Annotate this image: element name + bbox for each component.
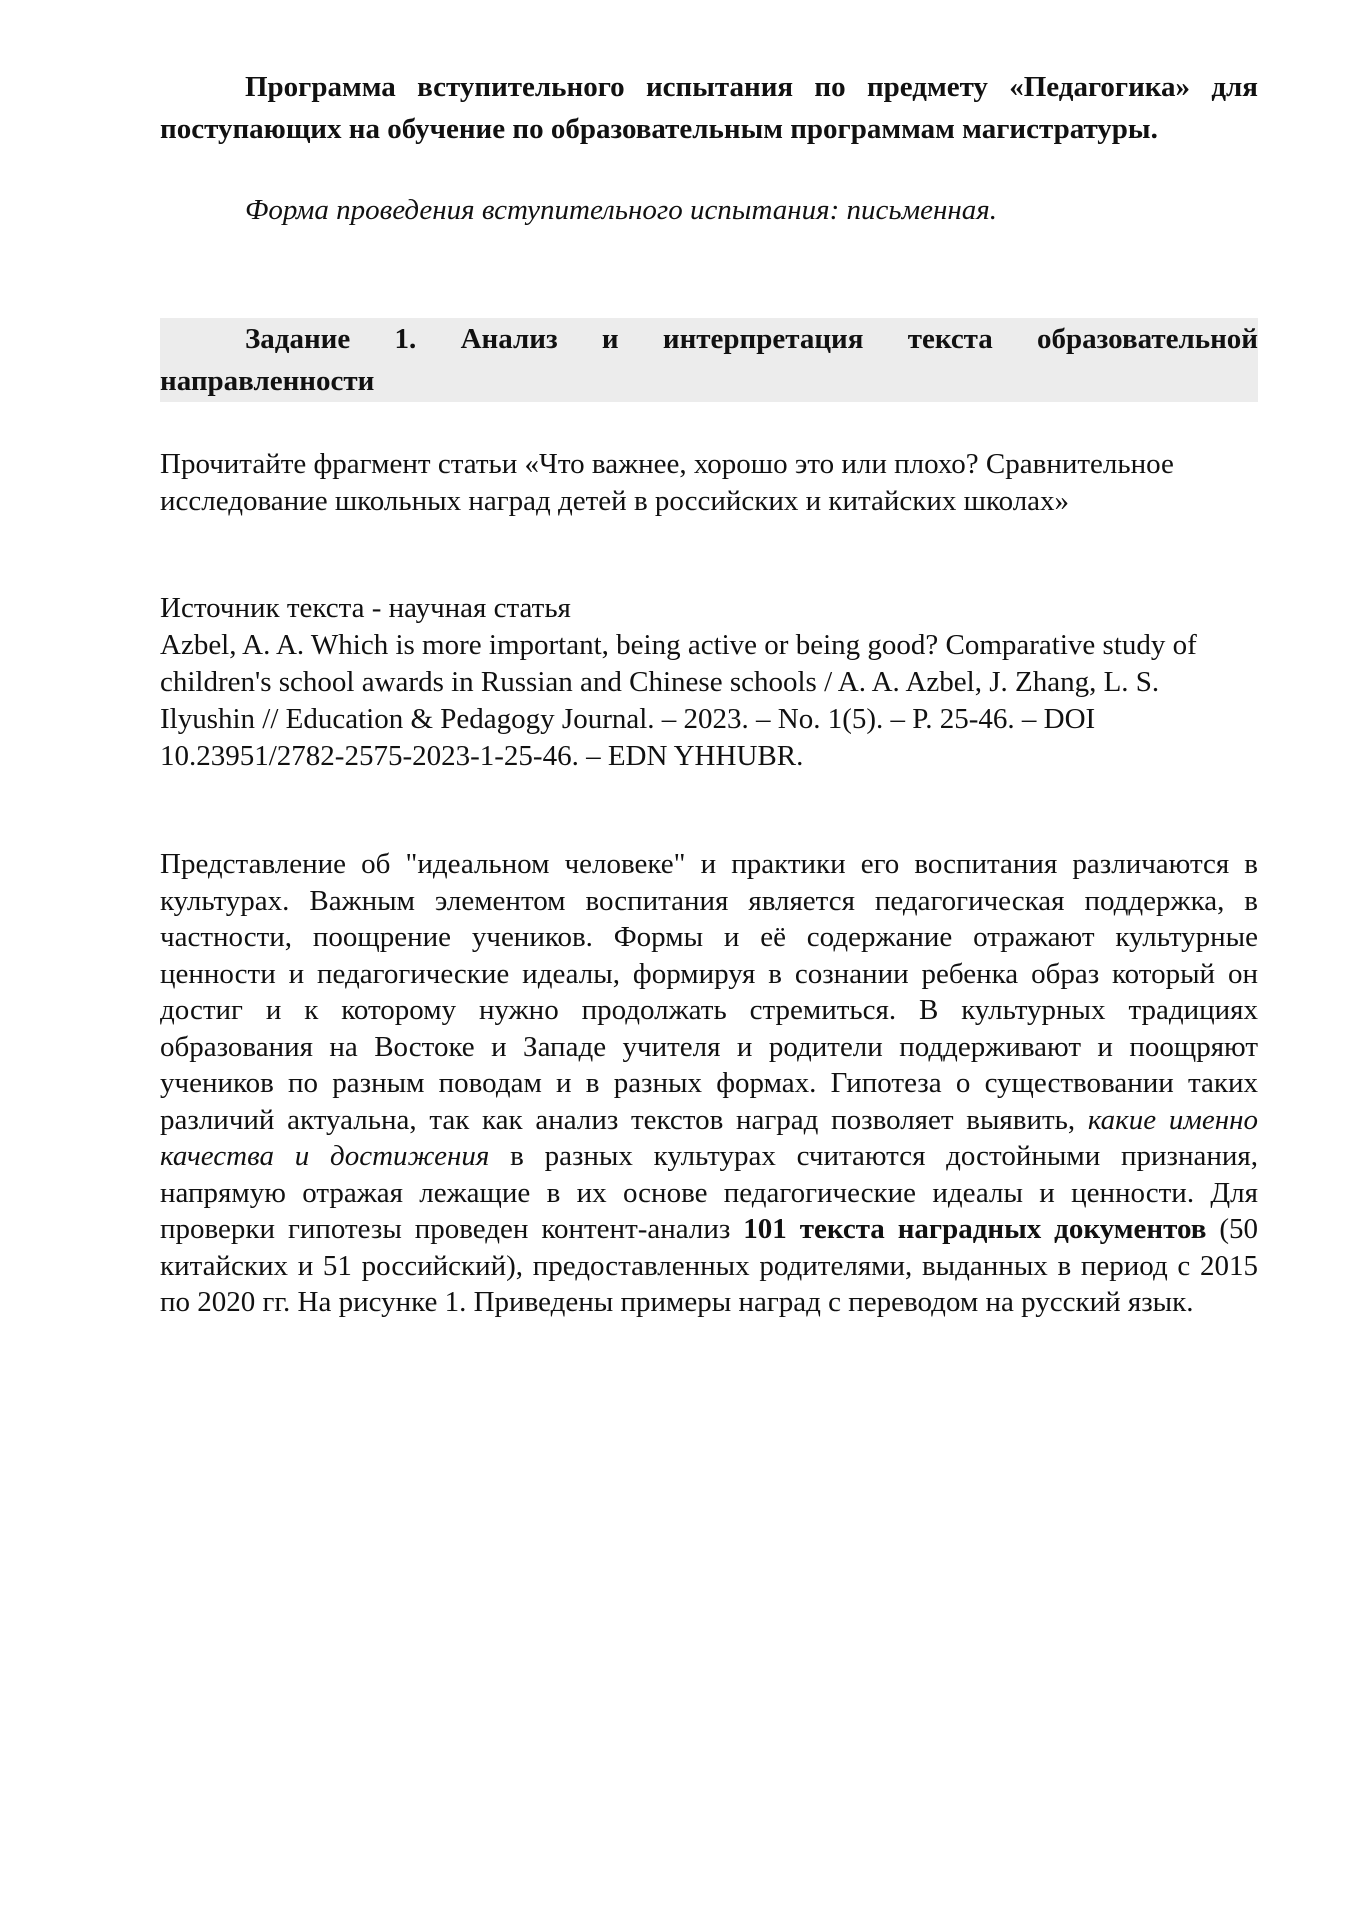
document-title: Программа вступительного испытания по предмету «Педагогика» для поступающих на обучение по образовательным программам магистратуры. <box>160 71 1258 145</box>
reading-prompt: Прочитайте фрагмент статьи «Что важнее, хорошо это или плохо? Сравнительное исследование школьных наград детей в российских и китайских школах» <box>160 448 1174 517</box>
exam-form-note: Форма проведения вступительного испытания: письменная. <box>245 194 997 226</box>
article-paragraph <box>160 846 1258 1321</box>
article-strong: 101 текста наградных документов <box>743 1213 1207 1245</box>
citation: Azbel, A. A. Which is more important, being active or being good? Comparative study of children's school awards in Russian and Chinese schools / A. A. Azbel, J. Zhang, L. S. Ilyushin // Education & Pedagogy Journal. – 2023. – No. 1(5). – P. 25-46. – DOI 10.23951/2782-2575-2023-1-25-46. – EDN YHHUBR. <box>160 629 1197 772</box>
article-text-part-3: (50 китайских и 51 российский), предоставленных родителями, выданных в период с 2015 по 2020 гг. На рисунке 1. Приведены примеры наград с переводом на русский язык. <box>160 1213 1258 1318</box>
article-text-part-2: в разных культурах считаются достойными признания, напрямую отражая лежащие в их основе педагогические идеалы и ценности. Для проверки гипотезы проведен контент-анализ <box>160 1140 1258 1245</box>
article-text-part-1: Представление об "идеальном человеке" и практики его воспитания различаются в культурах. Важным элементом воспитания является педагогическая поддержка, в частности, поощрение учеников. Формы и её содержание отражают культурные ценности и педагогические идеалы, формируя в сознании ребенка образ который он достиг и к которому нужно продолжать стремиться. В культурных традициях образования на Востоке и Западе учителя и родители поддерживают и поощряют учеников по разным поводам и в разных формах. Гипотеза о существовании таких различий актуальна, так как анализ текстов наград позволяет выявить, <box>160 848 1258 1136</box>
task-heading: Задание 1. Анализ и интерпретация текста образовательной направленности <box>160 323 1258 397</box>
article-emphasis: какие именно качества и достижения <box>160 1103 1258 1172</box>
source-label: Источник текста - научная статья <box>160 592 571 624</box>
